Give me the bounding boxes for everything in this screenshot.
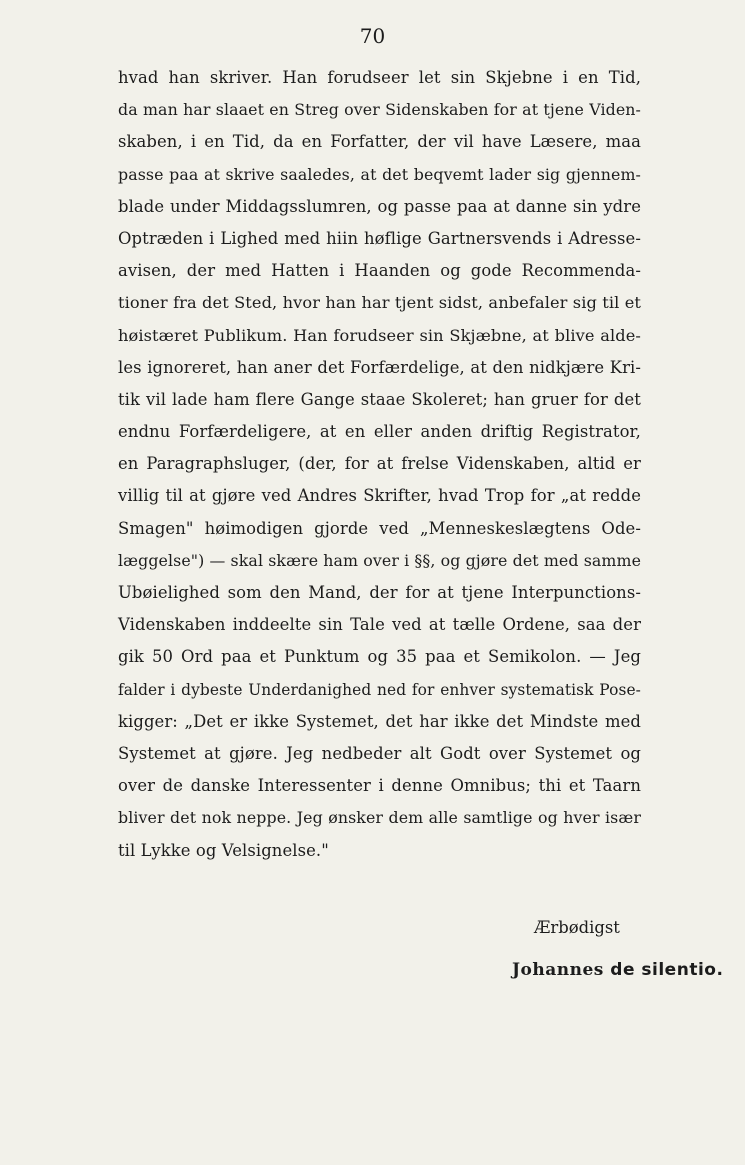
closing-salutation: Ærbødigst [534, 918, 620, 937]
text-line: skaben, i en Tid, da en Forfatter, der vil have Læsere, maa [118, 132, 641, 152]
text-line: over de danske Interessenter i denne Omnibus; thi et Taarn [118, 776, 641, 796]
text-line: bliver det nok neppe. Jeg ønsker dem alle samtlige og hver især [118, 808, 641, 828]
text-line: en Paragraphsluger, (der, for at frelse Videnskaben, altid er [118, 454, 641, 474]
text-line: Ubøielighed som den Mand, der for at tjene Interpunctions- [118, 583, 641, 602]
text-line: til Lykke og Velsignelse." [118, 840, 329, 860]
text-line: passe paa at skrive saaledes, at det beqvemt lader sig gjennem- [118, 164, 641, 184]
text-line: blade under Middagsslumren, og passe paa at danne sin ydre [118, 196, 641, 216]
page-number: 70 [359, 24, 386, 48]
text-line: avisen, der med Hatten i Haanden og gode Recommenda- [118, 261, 641, 281]
author-signature [512, 960, 723, 980]
text-line: høistæret Publikum. Han forudseer sin Skjæbne, at blive alde- [118, 325, 641, 345]
signature-first-name: Johannes [512, 960, 604, 980]
text-line: villig til at gjøre ved Andres Skrifter, hvad Trop for „at redde [118, 486, 641, 506]
text-line: falder i dybeste Underdanighed ned for enhver systematisk Pose- [118, 680, 641, 699]
text-line: gik 50 Ord paa et Punktum og 35 paa et Semikolon. — Jeg [118, 647, 641, 667]
text-line: da man har slaaet en Streg over Sidenskaben for at tjene Viden- [118, 100, 641, 120]
text-line: kigger: „Det er ikke Systemet, det har ikke det Mindste med [118, 711, 641, 731]
text-line: Systemet at gjøre. Jeg nedbeder alt Godt over Systemet og [118, 743, 641, 763]
text-line: hvad han skriver. Han forudseer let sin Skjebne i en Tid, [118, 68, 641, 87]
text-line: Smagen" høimodigen gjorde ved „Menneskeslægtens Ode- [118, 518, 641, 538]
text-line: Optræden i Lighed med hiin høflige Gartnersvends i Adresse- [118, 228, 641, 248]
text-line: tioner fra det Sted, hvor han har tjent sidst, anbefaler sig til et [118, 293, 641, 313]
text-line: les ignoreret, han aner det Forfærdelige, at den nidkjære Kri- [118, 357, 641, 377]
text-line: endnu Forfærdeligere, at en eller anden driftig Registrator, [118, 422, 641, 442]
text-line: Videnskaben inddeelte sin Tale ved at tælle Ordene, saa der [118, 615, 641, 635]
signature-rest: de silentio. [610, 960, 724, 980]
text-line: tik vil lade ham flere Gange staae Skoleret; han gruer for det [118, 389, 641, 409]
body-text [118, 62, 641, 867]
text-line: læggelse") — skal skære ham over i §§, og gjøre det med samme [118, 550, 642, 570]
